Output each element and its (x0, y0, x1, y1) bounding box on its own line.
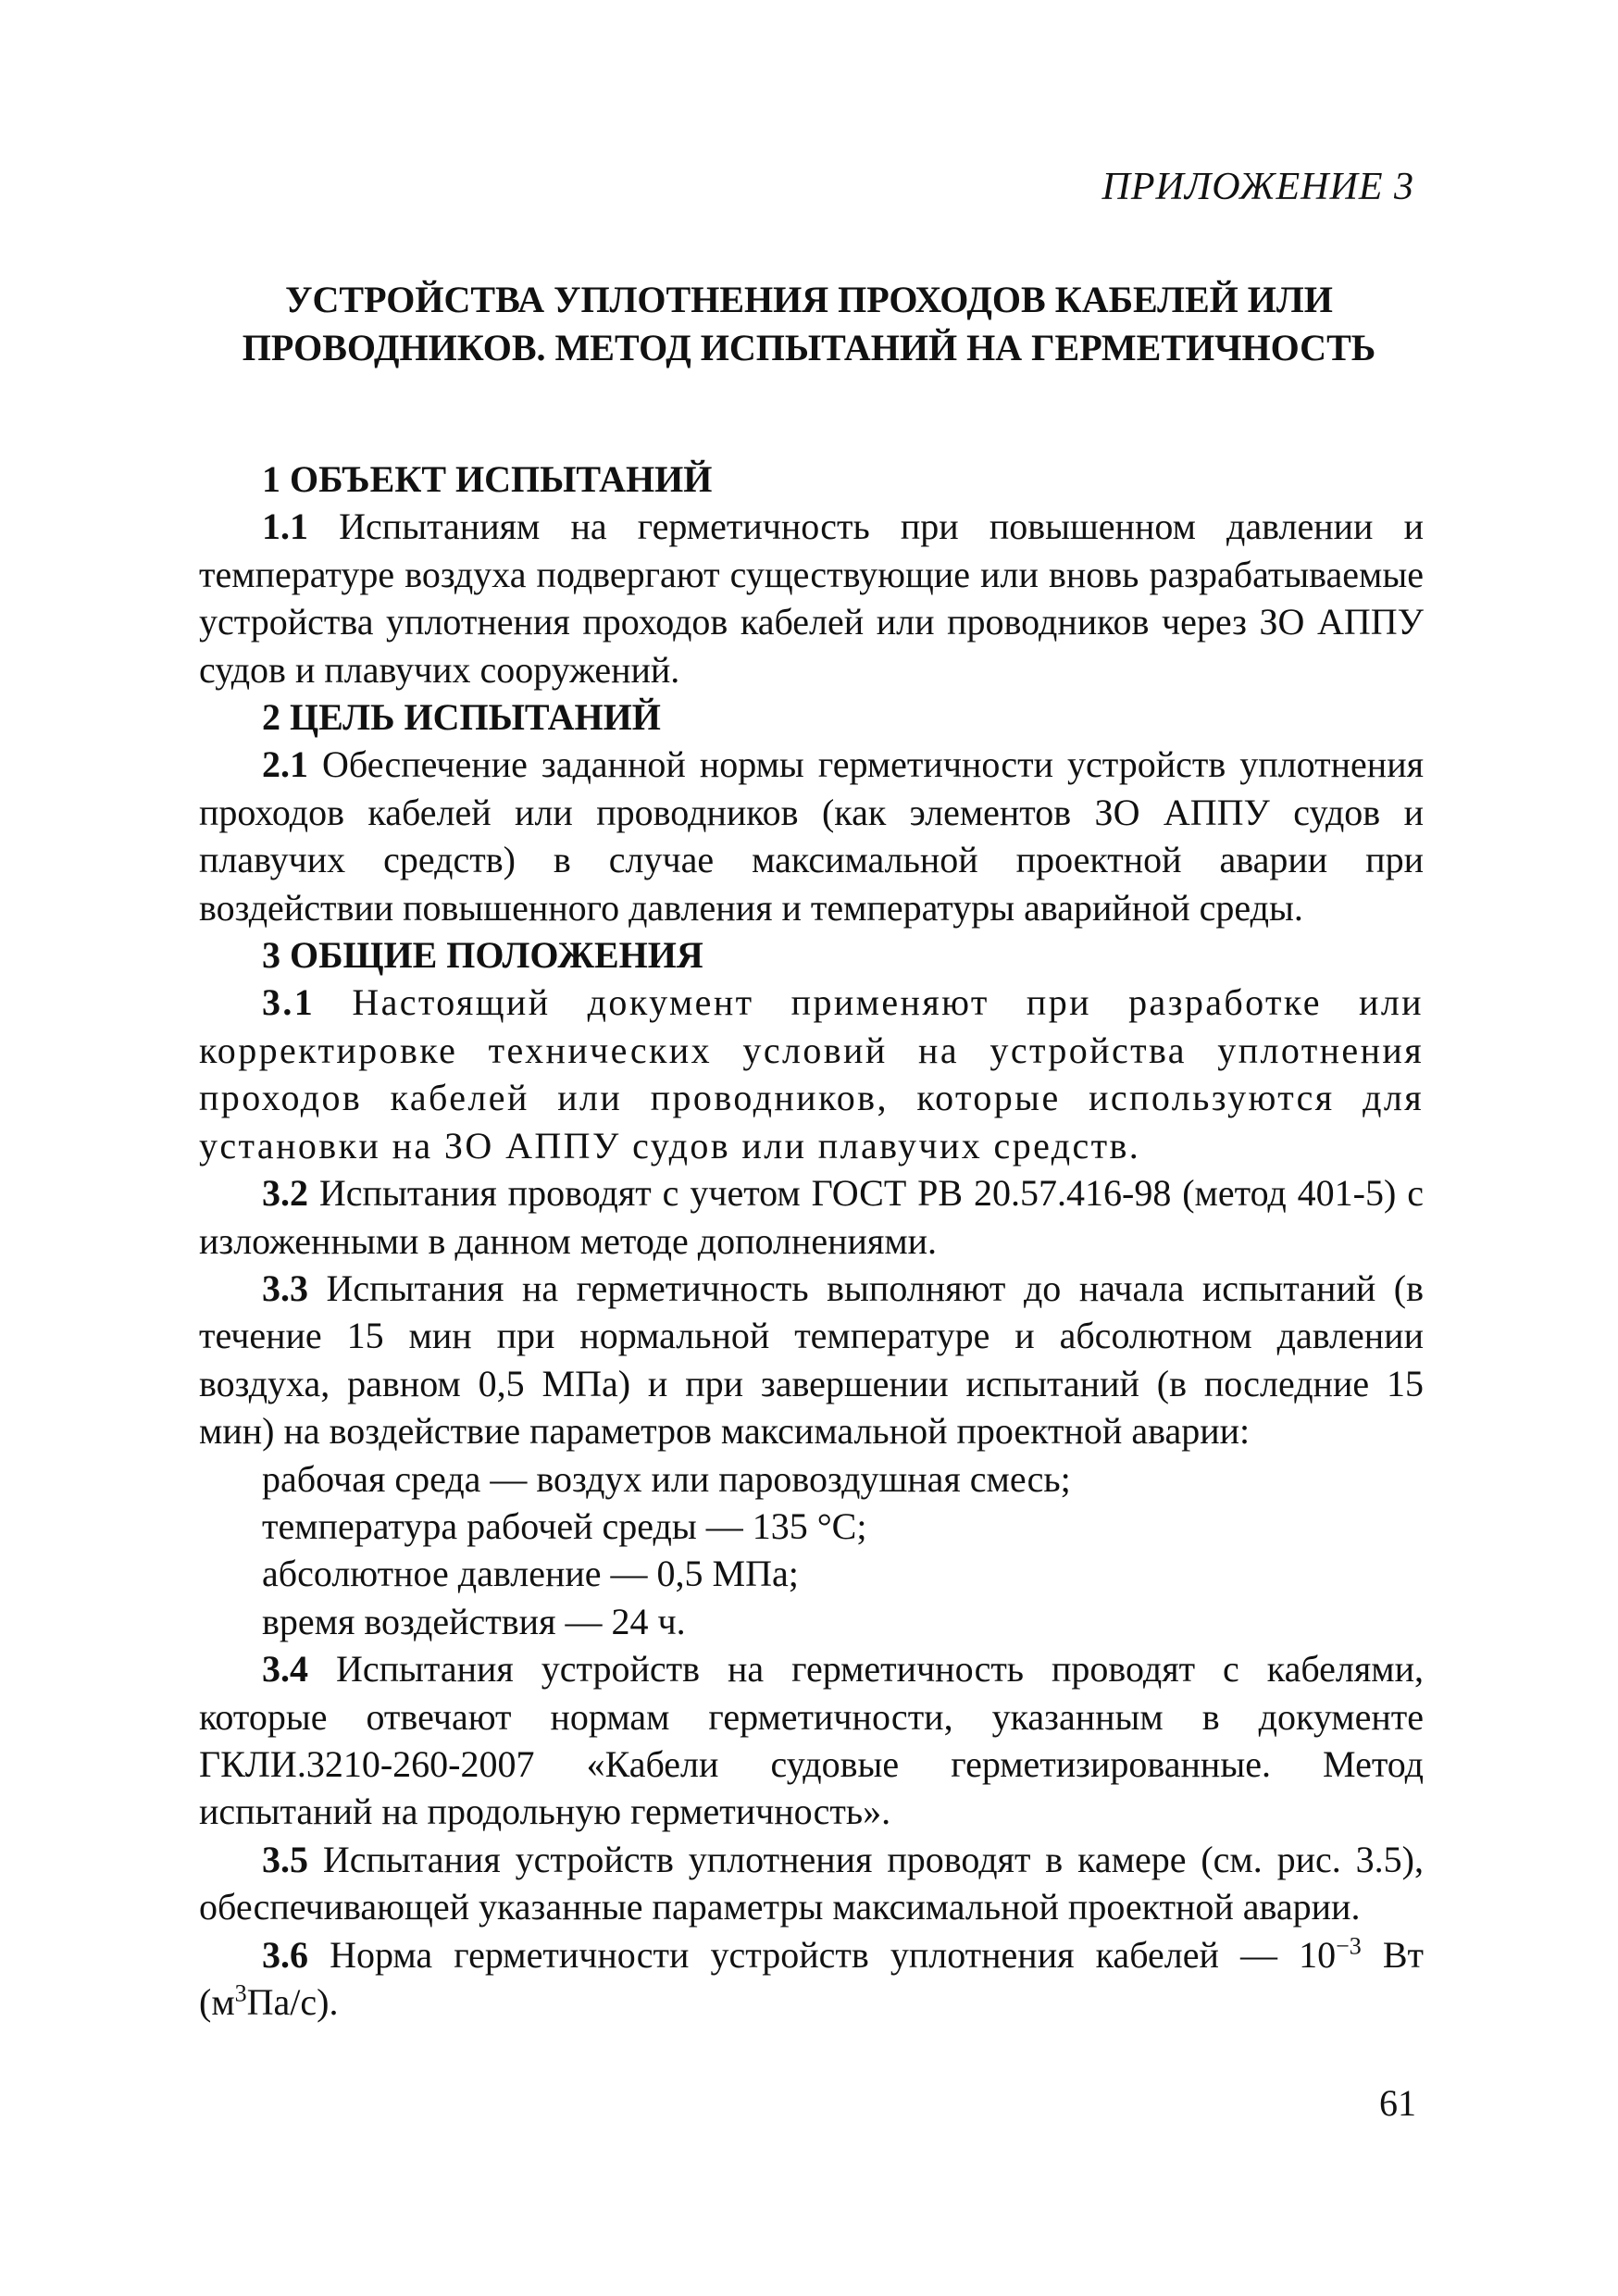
clause-text: Испытания проводят с учетом ГОСТ РВ 20.57.416-98 (метод 401-5) с изложенными в данном методе дополнениями. (199, 1172, 1424, 1262)
page-number: 61 (1379, 2082, 1416, 2124)
clause-number: 3.3 (262, 1267, 308, 1309)
section-2-heading: 2 ЦЕЛЬ ИСПЫТАНИЙ (262, 696, 661, 739)
exponent: 3 (234, 1979, 247, 2007)
document-body (199, 455, 1424, 2026)
document-title (194, 276, 1424, 372)
paragraph-3-4 (199, 1645, 1424, 1836)
section-3-heading: 3 ОБЩИЕ ПОЛОЖЕНИЯ (262, 934, 703, 977)
section-1-heading: 1 ОБЪЕКТ ИСПЫТАНИЙ (262, 458, 713, 500)
list-item: рабочая среда — воздух или паровоздушная смесь; (262, 1457, 1071, 1500)
paragraph-3-1 (199, 979, 1424, 1169)
clause-text: Испытания на герметичность выполняют до начала испытаний (в течение 15 мин при нормальной температуре и абсолютном давлении воздуха, равном 0,5 МПа) и при завершении испытаний (в последние 15 мин) на воздействие параметров максимальной проектной аварии: (199, 1267, 1424, 1453)
list-item: абсолютное давление — 0,5 МПа; (262, 1553, 799, 1595)
clause-text: Норма герметичности устройств уплотнения кабелей — 10 (308, 1933, 1337, 1976)
clause-number: 2.1 (262, 743, 308, 786)
clause-text: Обеспечение заданной нормы герметичности устройств уплотнения проходов кабелей или проводников (как элементов ЗО АППУ судов и плавучих средств) в случае максимальной проектной аварии при воздействии повышенного давления и температуры аварийной среды. (199, 743, 1424, 929)
paragraph-3-2 (199, 1169, 1424, 1265)
exponent: −3 (1336, 1932, 1362, 1960)
test-parameters-list (199, 1455, 1424, 1646)
clause-text: Па/с). (246, 1981, 339, 2023)
clause-text: Испытания устройств на герметичность проводят с кабелями, которые отвечают нормам герметичности, указанным в документе ГКЛИ.3210-260-2007 «Кабели судовые герметизированные. Метод испытаний на продольную герметичность». (199, 1648, 1424, 1833)
title-line-1: УСТРОЙСТВА УПЛОТНЕНИЯ ПРОХОДОВ КАБЕЛЕЙ ИЛИ (285, 279, 1333, 320)
paragraph-3-6 (199, 1931, 1424, 2027)
clause-number: 3.5 (262, 1838, 308, 1880)
clause-text: Вт (м (199, 1933, 1424, 2023)
clause-number: 1.1 (262, 505, 308, 548)
clause-text: Испытаниям на герметичность при повышенном давлении и температуре воздуха подвергают существующие или вновь разрабатываемые устройства уплотнения проходов кабелей или проводников через ЗО АППУ судов и плавучих сооружений. (199, 505, 1424, 691)
paragraph-2-1 (199, 741, 1424, 931)
paragraph-3-3 (199, 1265, 1424, 1455)
clause-number: 3.2 (262, 1172, 308, 1215)
clause-number: 3.4 (262, 1648, 308, 1691)
paragraph-1-1 (199, 503, 1424, 693)
title-line-2: ПРОВОДНИКОВ. МЕТОД ИСПЫТАНИЙ НА ГЕРМЕТИЧНОСТЬ (242, 327, 1376, 368)
clause-text: Испытания устройств уплотнения проводят в камере (см. рис. 3.5), обеспечивающей указанные параметры максимальной проектной аварии. (199, 1838, 1424, 1928)
clause-number: 3.1 (262, 981, 316, 1024)
list-item: время воздействия — 24 ч. (262, 1600, 686, 1642)
list-item: температура рабочей среды — 135 °C; (262, 1504, 867, 1547)
clause-text: Настоящий документ применяют при разработке или корректировке технических условий на устройства уплотнения проходов кабелей или проводников, которые используются для установки на ЗО АППУ судов или плавучих средств. (199, 981, 1424, 1167)
appendix-label: ПРИЛОЖЕНИЕ 3 (1101, 166, 1414, 208)
paragraph-3-5 (199, 1836, 1424, 1931)
clause-number: 3.6 (262, 1933, 308, 1976)
